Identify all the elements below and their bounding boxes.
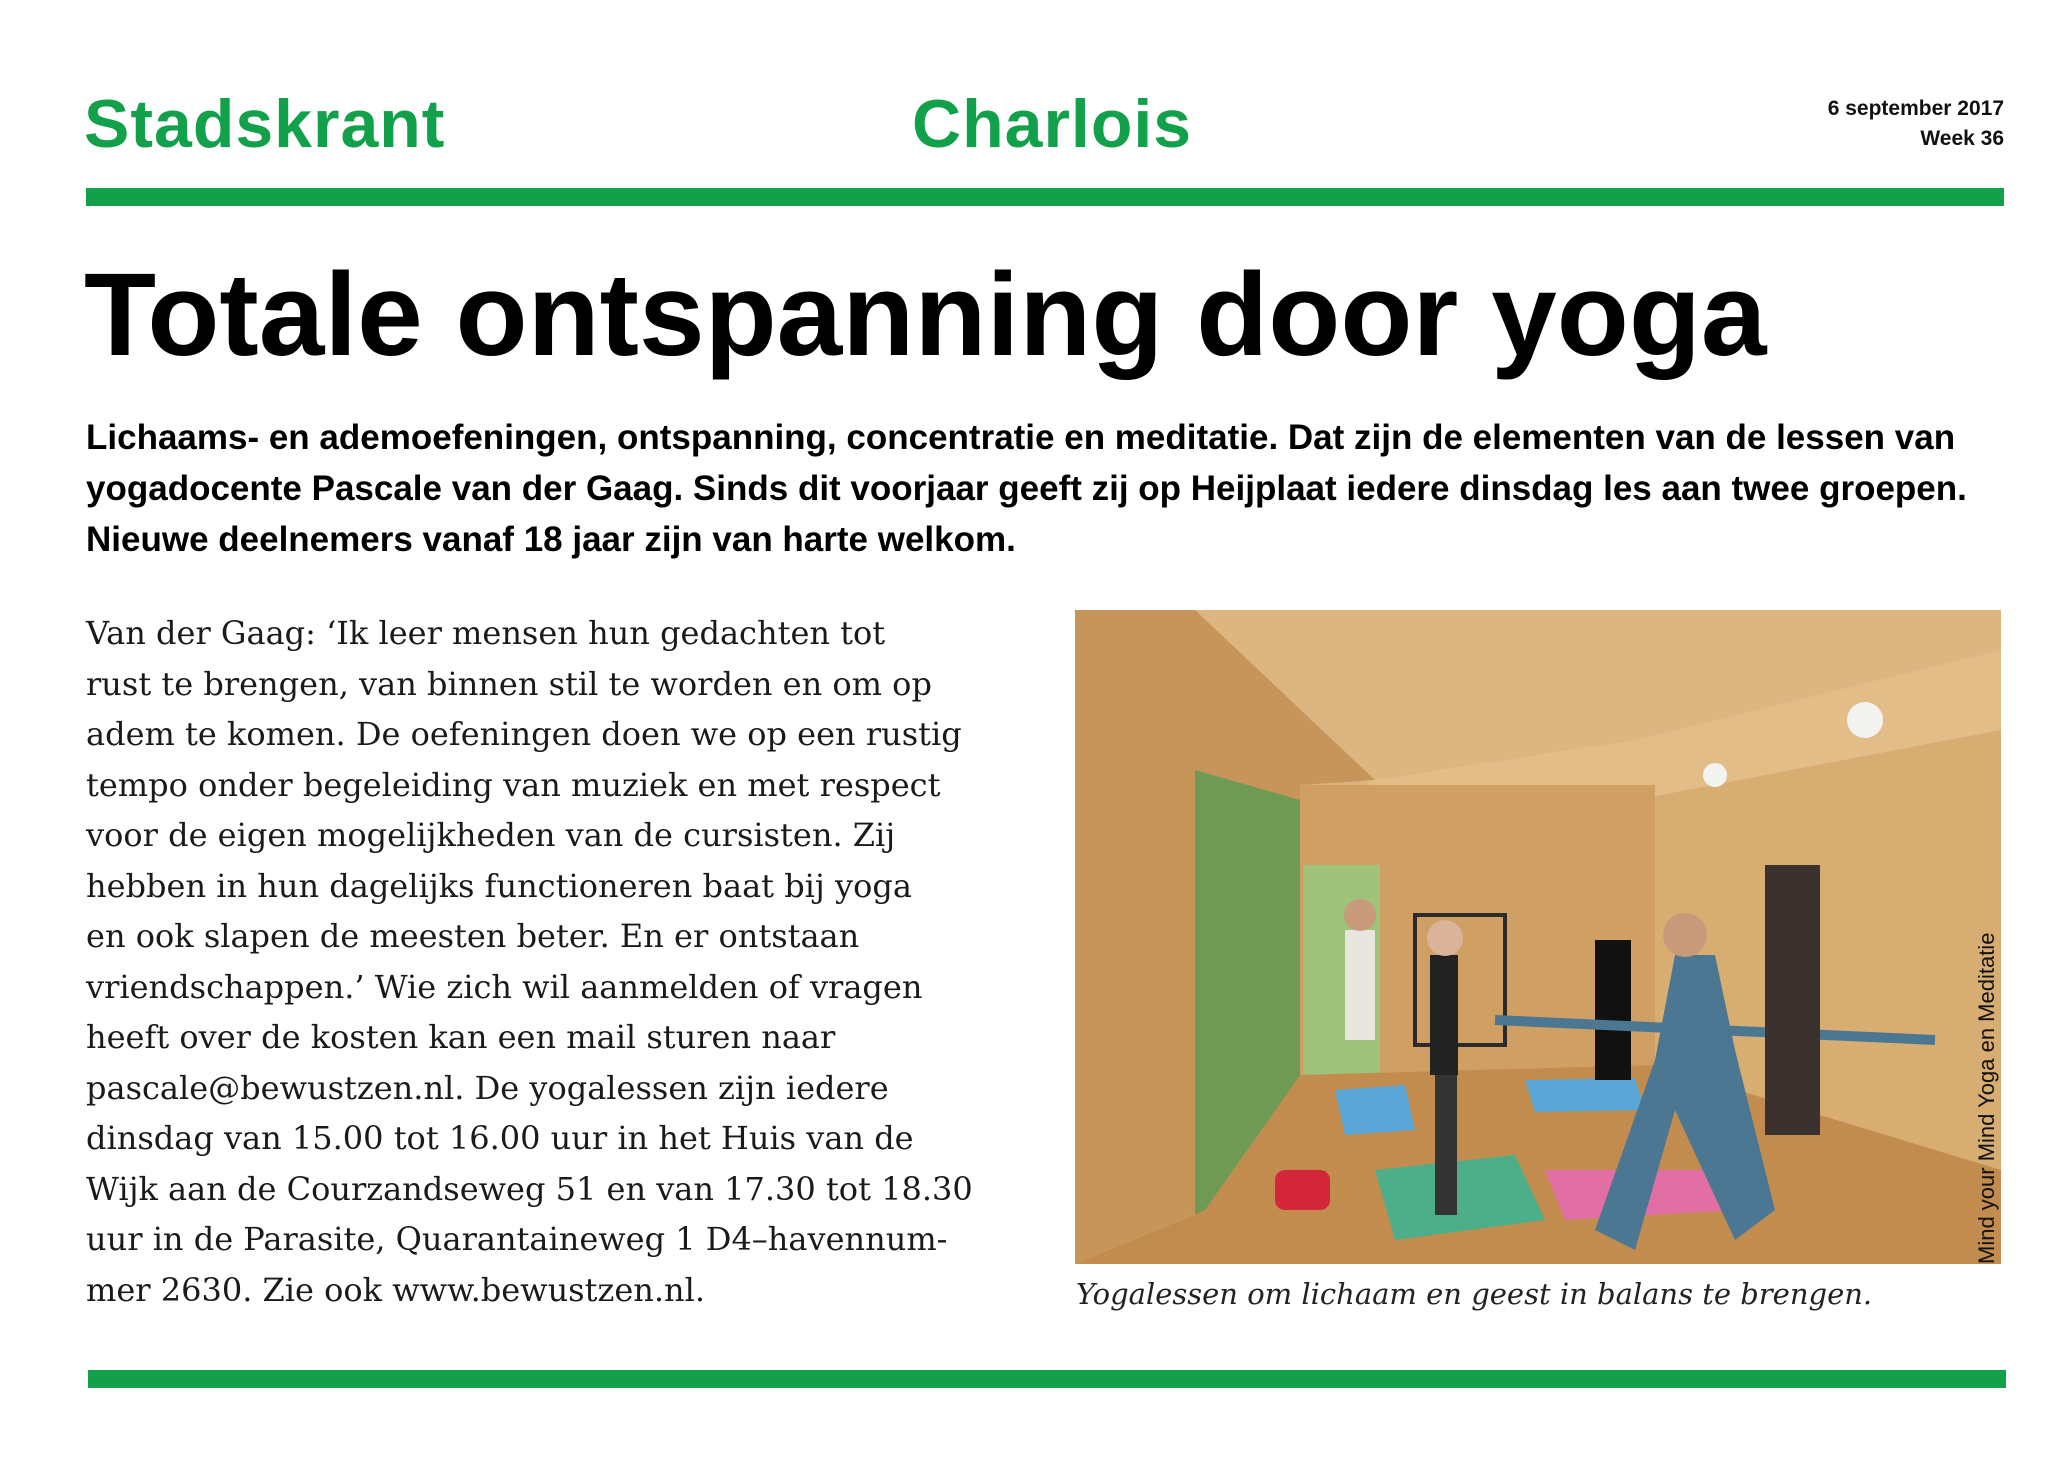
issue-date: 6 september 2017	[1827, 97, 2004, 120]
top-divider	[86, 188, 2004, 206]
bottom-divider	[88, 1370, 2006, 1388]
photo-caption: Yogalessen om lichaam en geest in balans te brengen.	[1076, 1277, 1873, 1311]
article-body: Van der Gaag: ‘Ik leer mensen hun gedachten tot rust te brengen, van binnen stil te worden en om op adem te komen. De oefeningen doen we op een rustig tempo onder begeleiding van muziek en met respect voor de eigen mogelijkheden van de cursisten. Zij hebben in hun dagelijks functioneren baat bij yoga en ook slapen de meesten beter. En er ontstaan vriendschappen.’ Wie zich wil aanmelden of vragen heeft over de kosten kan een mail sturen naar pascale@bewustzen.nl. De yogalessen zijn iedere dinsdag van 15.00 tot 16.00 uur in het Huis van de Wijk aan de Courzandseweg 51 en van 17.30 tot 18.30 uur in de Parasite, Quarantaineweg 1 D4–havennum- mer 2630. Zie ook www.bewustzen.nl.	[86, 614, 973, 1309]
photo-credit: Mind your Mind Yoga en Meditatie	[1974, 932, 1999, 1264]
article-lead: Lichaams- en ademoefeningen, ontspanning, concentratie en meditatie. Dat zijn de elementen van de lessen van yogadocente Pascale van der Gaag. Sinds dit voorjaar geeft zij op Heijplaat iedere dinsdag les aan twee groepen. Nieuwe deelnemers vanaf 18 jaar zijn van harte welkom.	[86, 418, 1967, 559]
yoga-room-illustration	[1075, 610, 2001, 1264]
masthead-title: Stadskrant	[84, 86, 446, 162]
dateline	[1828, 94, 2004, 154]
article-photo	[1075, 610, 2001, 1264]
masthead-district: Charlois	[912, 86, 1193, 162]
issue-week: Week 36	[1920, 127, 2004, 150]
article-headline: Totale ontspanning door yoga	[84, 249, 1767, 381]
